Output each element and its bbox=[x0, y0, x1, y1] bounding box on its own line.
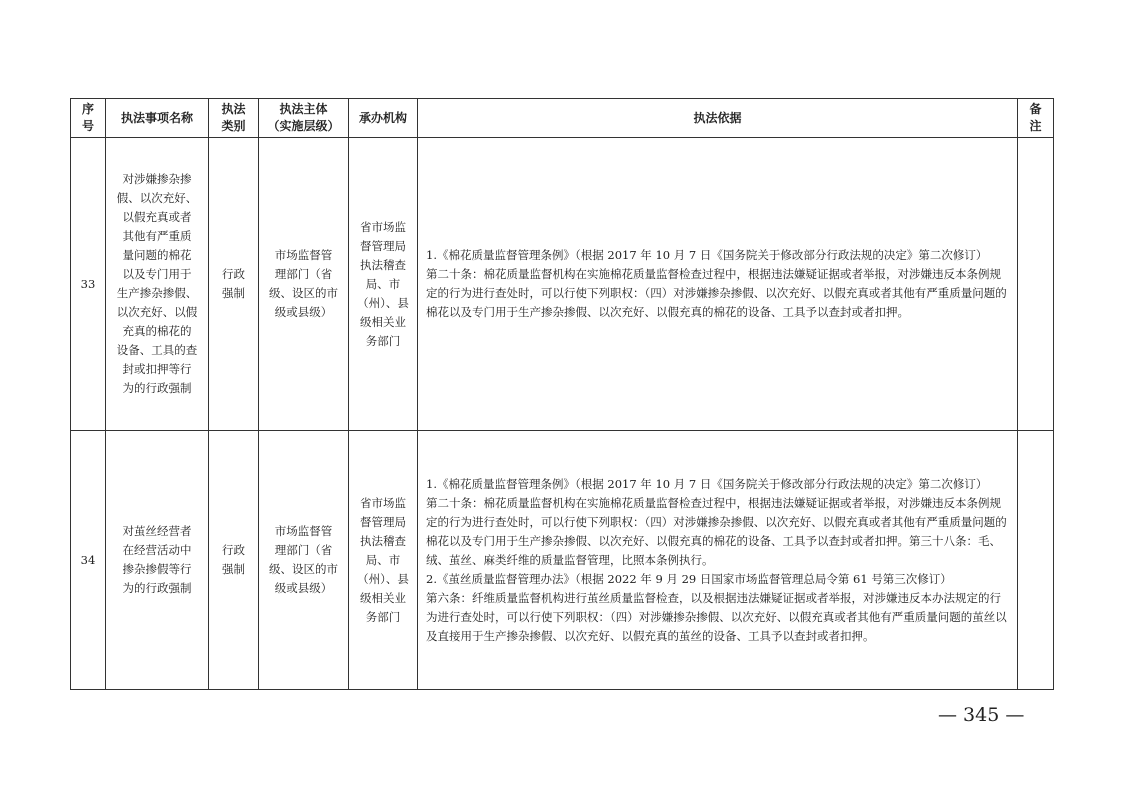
basis-paragraph: 第六条：纤维质量监督机构进行茧丝质量监督检查，以及根据违法嫌疑证据或者举报，对涉嫌违反本办法规定的行为进行查处时，可以行使下列职权：（四）对涉嫌掺杂掺假、以次充好、以假充真或者其他有严重质量问题的茧丝以及直接用于生产掺杂掺假、以次充好、以假充真的茧丝的设备、工具予以查封或者扣押。 bbox=[426, 590, 1007, 643]
row-name: 对茧丝经营者 在经营活动中 掺杂掺假等行 为的行政强制 bbox=[106, 431, 209, 690]
row-subject: 市场监督管 理部门（省 级、设区的市 级或县级） bbox=[259, 431, 349, 690]
header-remark: 备 注 bbox=[1018, 99, 1054, 138]
row-category: 行政 强制 bbox=[209, 431, 259, 690]
basis-paragraph: 第二十条：棉花质量监督机构在实施棉花质量监督检查过程中，根据违法嫌疑证据或者举报，对涉嫌违反本条例规定的行为进行查处时，可以行使下列职权：（四）对涉嫌掺杂掺假、以次充好、以假充真或者其他有严重质量问题的棉花以及专门用于生产掺杂掺假、以次充好、以假充真的棉花的设备、工具予以查封或者扣押。第三十八条：毛、绒、茧丝、麻类纤维的质量监督管理，比照本条例执行。 bbox=[426, 495, 1007, 567]
header-row bbox=[71, 99, 1054, 138]
basis-paragraph: 1.《棉花质量监督管理条例》（根据 2017 年 10 月 7 日《国务院关于修改部分行政法规的决定》第二次修订） bbox=[426, 476, 988, 491]
table-row bbox=[71, 138, 1054, 431]
basis-paragraph: 2.《茧丝质量监督管理办法》（根据 2022 年 9 月 29 日国家市场监督管理总局令第 61 号第三次修订） bbox=[426, 571, 952, 586]
header-agency: 承办机构 bbox=[349, 99, 418, 138]
header-seq: 序 号 bbox=[71, 99, 106, 138]
header-basis: 执法依据 bbox=[418, 99, 1018, 138]
row-basis bbox=[418, 138, 1018, 431]
basis-paragraph: 第二十条：棉花质量监督机构在实施棉花质量监督检查过程中，根据违法嫌疑证据或者举报，对涉嫌违反本条例规定的行为进行查处时，可以行使下列职权：（四）对涉嫌掺杂掺假、以次充好、以假充真或者其他有严重质量问题的棉花以及专门用于生产掺杂掺假、以次充好、以假充真的棉花的设备、工具予以查封或者扣押。 bbox=[426, 267, 1007, 319]
row-agency: 省市场监 督管理局 执法稽查 局、市 （州）、县 级相关业 务部门 bbox=[349, 138, 418, 431]
table-row bbox=[71, 431, 1054, 690]
row-category: 行政 强制 bbox=[209, 138, 259, 431]
page-number: — 345 — bbox=[938, 704, 1025, 726]
row-remark bbox=[1018, 431, 1054, 690]
row-seq: 33 bbox=[71, 138, 106, 431]
enforcement-table bbox=[70, 98, 1054, 690]
header-name: 执法事项名称 bbox=[106, 99, 209, 138]
header-subject: 执法主体 （实施层级） bbox=[259, 99, 349, 138]
header-category: 执法 类别 bbox=[209, 99, 259, 138]
row-remark bbox=[1018, 138, 1054, 431]
row-seq: 34 bbox=[71, 431, 106, 690]
row-basis bbox=[418, 431, 1018, 690]
row-agency: 省市场监 督管理局 执法稽查 局、市 （州）、县 级相关业 务部门 bbox=[349, 431, 418, 690]
row-subject: 市场监督管 理部门（省 级、设区的市 级或县级） bbox=[259, 138, 349, 431]
row-name: 对涉嫌掺杂掺 假、以次充好、 以假充真或者 其他有严重质 量问题的棉花 以及专门用于 生产掺杂掺假、 以次充好、以假 充真的棉花的 设备、工具的查 封或扣押等行 为的行政强制 bbox=[106, 138, 209, 431]
basis-paragraph: 1.《棉花质量监督管理条例》（根据 2017 年 10 月 7 日《国务院关于修改部分行政法规的决定》第二次修订） bbox=[426, 248, 988, 262]
